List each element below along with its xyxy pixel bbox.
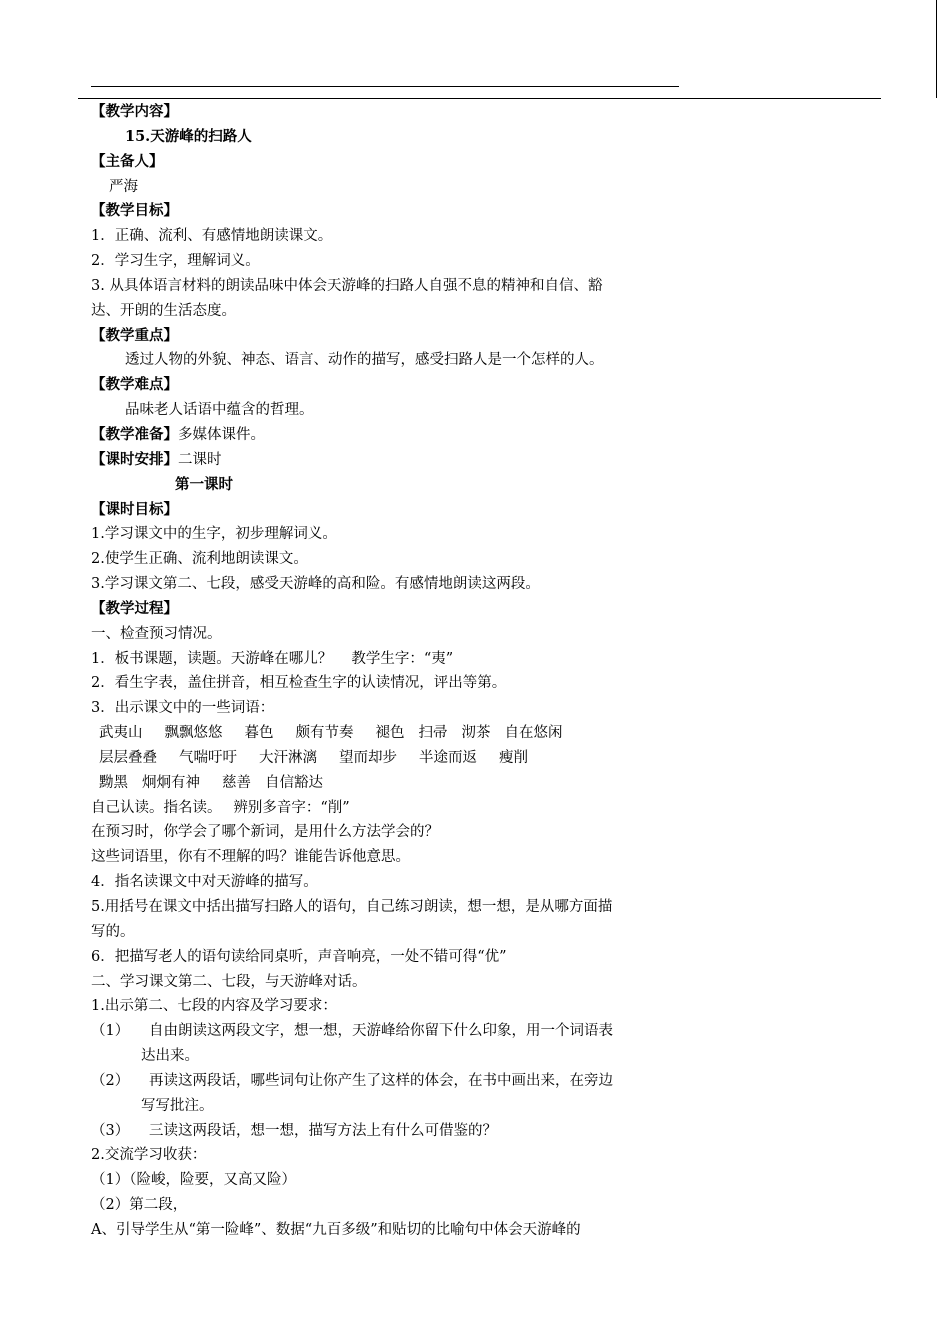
requirement-continuation: 达出来。 [141, 1048, 199, 1065]
word-row [91, 746, 687, 771]
requirement-text: 自由朗读这两段文字，想一想，天游峰给你留下什么印象，用一个词语表 [149, 1023, 613, 1040]
vocab-word: 褪色 [375, 725, 405, 742]
requirement-text: 再读这两段话，哪些词句让你产生了这样的体会，在书中画出来，在旁边 [149, 1072, 613, 1089]
period-goals-label: 【课时目标】 [91, 500, 178, 518]
requirement-item [91, 1019, 687, 1044]
process-line: 1．板书课题，读题。天游峰在哪儿？ 教学生字：“夷” [91, 650, 454, 667]
period-goal-line: 1.学习课文中的生字，初步理解词义。 [91, 526, 337, 543]
schedule-label: 【课时安排】 [91, 450, 178, 468]
process-line: 一、检查预习情况。 [91, 625, 222, 642]
prep-line [91, 423, 687, 448]
vocab-word: 自信豁达 [265, 774, 323, 791]
schedule-text: 二课时 [178, 451, 222, 468]
process-line: 3．出示课文中的一些词语： [91, 700, 275, 717]
vocab-word: 炯炯有神 [142, 774, 200, 791]
margin-rule [936, 0, 937, 98]
vocab-word: 气喘吁吁 [179, 749, 237, 766]
vocab-word: 慈善 [222, 774, 251, 791]
vocab-word: 暮色 [244, 725, 274, 742]
goal-line: 达、开朗的生活态度。 [91, 302, 236, 319]
preparer-name: 严海 [109, 178, 138, 195]
vocab-word: 自在悠闲 [504, 725, 563, 742]
lesson-title: 15.天游峰的扫路人 [125, 127, 252, 145]
process-line: 1.出示第二、七段的内容及学习要求： [91, 998, 337, 1015]
header-rule [78, 98, 881, 99]
goal-line: 1．正确、流利、有感情地朗读课文。 [91, 228, 333, 245]
key-label: 【教学重点】 [91, 326, 178, 344]
top-rule [91, 86, 679, 87]
word-row [91, 771, 687, 796]
preparer-label: 【主备人】 [91, 152, 164, 170]
schedule-line [91, 448, 687, 473]
prep-text: 多媒体课件。 [178, 426, 265, 443]
requirement-continuation: 写写批注。 [141, 1097, 214, 1114]
process-label: 【教学过程】 [91, 599, 178, 617]
process-line: 这些词语里，你有不理解的吗？谁能告诉他意思。 [91, 849, 410, 866]
word-row [91, 721, 687, 746]
vocab-word: 层层叠叠 [99, 749, 157, 766]
process-line: 自己认读。指名读。 辨别多音字：“削” [91, 799, 350, 816]
period-goal-line: 3.学习课文第二、七段，感受天游峰的高和险。有感情地朗读这两段。 [91, 576, 540, 593]
vocab-word: 大汗淋漓 [259, 749, 317, 766]
requirement-item [91, 1069, 687, 1094]
first-period-heading: 第一课时 [175, 475, 233, 493]
vocab-word: 飘飘悠悠 [164, 725, 223, 742]
vocab-word: 沏茶 [461, 725, 491, 742]
process-line: 二、学习课文第二、七段，与天游峰对话。 [91, 973, 367, 990]
document-body [91, 100, 687, 1243]
vocab-word: 瘦削 [499, 749, 528, 766]
key-text: 透过人物的外貌、神态、语言、动作的描写，感受扫路人是一个怎样的人。 [125, 352, 604, 369]
vocab-word: 颇有节奏 [295, 725, 354, 742]
difficulty-label: 【教学难点】 [91, 376, 178, 394]
requirement-number: （2） [91, 1072, 130, 1089]
requirement-number: （3） [91, 1122, 130, 1139]
prep-label: 【教学准备】 [91, 425, 178, 443]
vocab-word: 望而却步 [339, 749, 397, 766]
process-line: 6．把描写老人的语句读给同桌听，声音响亮，一处不错可得“优” [91, 948, 507, 965]
process-line: 写的。 [91, 923, 135, 940]
process-line: （2）第二段， [91, 1197, 188, 1214]
process-line: A、引导学生从“第一险峰”、数据“九百多级”和贴切的比喻句中体会天游峰的 [91, 1221, 581, 1238]
process-line: （1）（险峻，险要，又高又险） [91, 1172, 296, 1189]
requirement-number: （1） [91, 1023, 130, 1040]
process-line: 2．看生字表，盖住拼音，相互检查生字的认读情况，评出等第。 [91, 675, 507, 692]
vocab-word: 半途而返 [419, 749, 477, 766]
vocab-word: 黝黑 [99, 774, 128, 791]
goal-line: 3. 从具体语言材料的朗读品味中体会天游峰的扫路人自强不息的精神和自信、豁 [91, 277, 603, 294]
vocab-word: 武夷山 [99, 725, 143, 742]
vocab-word: 扫帚 [418, 725, 448, 742]
period-goal-line: 2.使学生正确、流利地朗读课文。 [91, 551, 308, 568]
goals-label: 【教学目标】 [91, 202, 178, 220]
goal-line: 2．学习生字，理解词义。 [91, 253, 260, 270]
requirement-text: 三读这两段话，想一想，描写方法上有什么可借鉴的？ [149, 1122, 497, 1139]
difficulty-text: 品味老人话语中蕴含的哲理。 [125, 402, 314, 419]
process-line: 5.用括号在课文中括出描写扫路人的语句，自己练习朗读，想一想，是从哪方面描 [91, 899, 613, 915]
teach-content-label: 【教学内容】 [91, 103, 178, 120]
requirement-item [91, 1119, 687, 1144]
process-line: 在预习时，你学会了哪个新词，是用什么方法学会的？ [91, 824, 439, 841]
process-line: 2.交流学习收获： [91, 1147, 207, 1164]
process-line: 4．指名读课文中对天游峰的描写。 [91, 874, 318, 891]
